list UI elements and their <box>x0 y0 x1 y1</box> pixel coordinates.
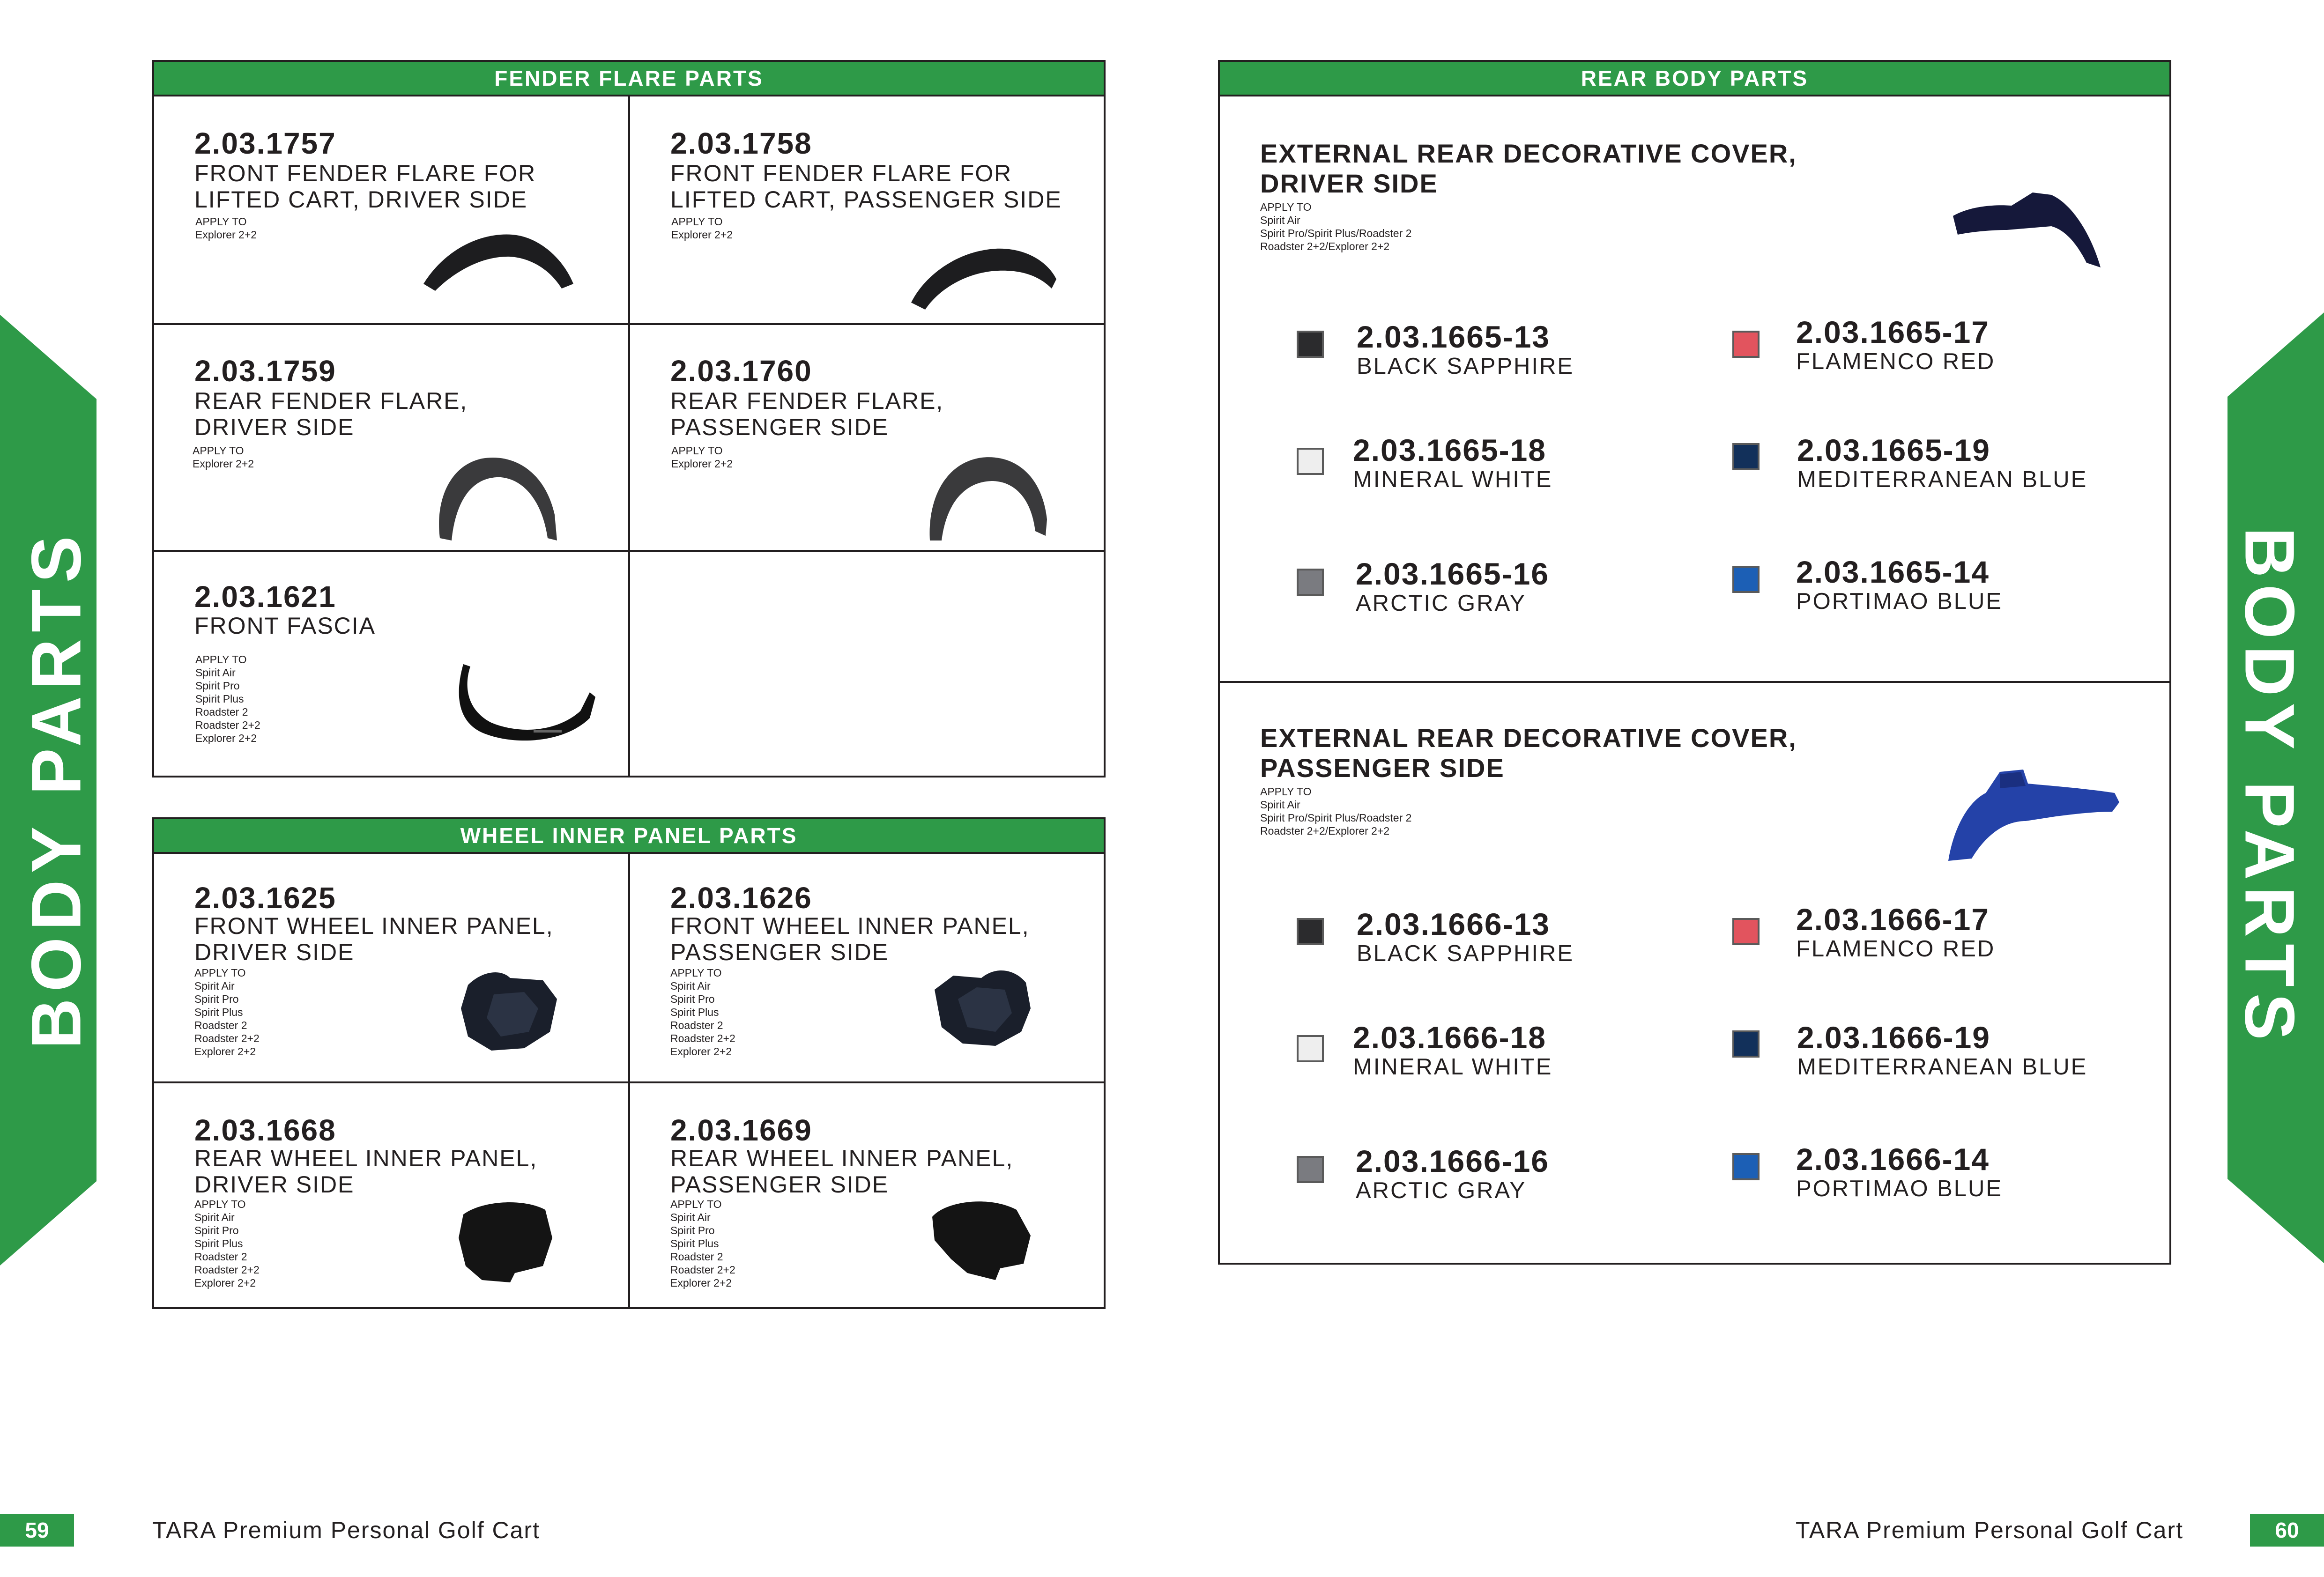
color-name: ARCTIC GRAY <box>1356 591 1527 616</box>
part-card-2.03.1669 <box>630 1083 1104 1309</box>
fender-flare-image <box>431 444 562 543</box>
apply-to-list: APPLY TO Spirit Air Spirit Pro Spirit Plus Roadster 2 Roadster 2+2 Explorer 2+2 <box>670 967 735 1058</box>
color-name: MINERAL WHITE <box>1353 1054 1553 1080</box>
side-label-right: BODY PARTS <box>2230 527 2309 1047</box>
color-swatch-flamenco-red <box>1732 331 1760 358</box>
color-name: FLAMENCO RED <box>1796 349 1996 374</box>
color-name: BLACK SAPPHIRE <box>1357 941 1574 966</box>
color-swatch-portimao-blue <box>1732 1153 1760 1180</box>
part-code: 2.03.1668 <box>194 1113 336 1147</box>
part-code: 2.03.1757 <box>194 126 336 160</box>
fender-flare-image <box>419 214 578 298</box>
part-card-2.03.1668 <box>154 1083 628 1309</box>
color-swatch-mineral-white <box>1297 448 1324 475</box>
color-code: 2.03.1665-16 <box>1356 556 1550 591</box>
apply-to-list: APPLY TO Spirit Air Spirit Pro Spirit Plus Roadster 2 Roadster 2+2 Explorer 2+2 <box>195 653 260 744</box>
footer-text-left: TARA Premium Personal Golf Cart <box>152 1517 540 1543</box>
color-name: FLAMENCO RED <box>1796 936 1996 962</box>
part-card-2.03.1760 <box>630 325 1104 550</box>
wheel-inner-panel <box>152 817 1106 1309</box>
color-code: 2.03.1666-16 <box>1356 1144 1550 1178</box>
part-title: FRONT FASCIA <box>194 613 376 639</box>
rear-cover-driver-section <box>1220 96 2169 681</box>
color-code: 2.03.1665-18 <box>1353 433 1547 467</box>
part-title: REAR FENDER FLARE, DRIVER SIDE <box>194 388 468 440</box>
color-name: PORTIMAO BLUE <box>1796 589 2003 614</box>
footer-text-right: TARA Premium Personal Golf Cart <box>1796 1517 2183 1543</box>
front-fascia-image <box>449 659 599 748</box>
wheel-inner-panel-image <box>449 966 566 1055</box>
color-swatch-black-sapphire <box>1297 918 1324 945</box>
part-title: FRONT WHEEL INNER PANEL, PASSENGER SIDE <box>670 913 1030 965</box>
part-card-2.03.1758 <box>630 96 1104 323</box>
rear-cover-image <box>1944 765 2122 863</box>
color-swatch-arctic-gray <box>1297 569 1324 596</box>
part-card-2.03.1621 <box>154 552 628 777</box>
wheel-inner-panel-image <box>925 962 1042 1051</box>
color-swatch-portimao-blue <box>1732 566 1760 593</box>
color-swatch-arctic-gray <box>1297 1156 1324 1183</box>
fender-flare-header: FENDER FLARE PARTS <box>154 62 1104 96</box>
part-title: FRONT FENDER FLARE FOR LIFTED CART, PASSENGER SIDE <box>670 160 1062 213</box>
color-name: PORTIMAO BLUE <box>1796 1176 2003 1201</box>
color-code: 2.03.1665-14 <box>1796 555 1990 589</box>
section-title: EXTERNAL REAR DECORATIVE COVER, DRIVER SIDE <box>1260 139 1797 198</box>
side-label-left: BODY PARTS <box>16 529 96 1049</box>
color-code: 2.03.1665-17 <box>1796 315 1990 349</box>
part-title: REAR WHEEL INNER PANEL, PASSENGER SIDE <box>670 1145 1014 1198</box>
fender-flare-image <box>906 228 1061 312</box>
color-code: 2.03.1665-13 <box>1357 319 1551 354</box>
apply-to-list: APPLY TO Spirit Air Spirit Pro Spirit Plus Roadster 2 Roadster 2+2 Explorer 2+2 <box>194 967 260 1058</box>
part-title: REAR FENDER FLARE, PASSENGER SIDE <box>670 388 944 440</box>
color-name: MEDITERRANEAN BLUE <box>1797 467 2088 492</box>
rear-body-panel <box>1218 60 2171 1265</box>
rear-body-header: REAR BODY PARTS <box>1220 62 2169 96</box>
page-number-left: 59 <box>0 1514 74 1547</box>
apply-to-list: APPLY TO Explorer 2+2 <box>195 215 257 241</box>
part-code: 2.03.1626 <box>670 881 812 915</box>
apply-to-list: APPLY TO Spirit Air Spirit Pro/Spirit Plus/Roadster 2 Roadster 2+2/Explorer 2+2 <box>1260 785 1412 837</box>
apply-to-list: APPLY TO Explorer 2+2 <box>671 444 733 470</box>
part-code: 2.03.1759 <box>194 354 336 388</box>
color-name: MINERAL WHITE <box>1353 467 1553 492</box>
color-name: MEDITERRANEAN BLUE <box>1797 1054 2088 1080</box>
color-code: 2.03.1666-17 <box>1796 902 1990 937</box>
part-code: 2.03.1621 <box>194 580 336 614</box>
wheel-inner-panel-image <box>925 1193 1038 1282</box>
apply-to-list: APPLY TO Spirit Air Spirit Pro/Spirit Plus/Roadster 2 Roadster 2+2/Explorer 2+2 <box>1260 201 1412 252</box>
apply-to-list: APPLY TO Spirit Air Spirit Pro Spirit Plus Roadster 2 Roadster 2+2 Explorer 2+2 <box>194 1198 260 1289</box>
apply-to-list: APPLY TO Explorer 2+2 <box>193 444 254 470</box>
fender-flare-panel <box>152 60 1106 777</box>
part-title: FRONT FENDER FLARE FOR LIFTED CART, DRIVER SIDE <box>194 160 536 213</box>
section-title: EXTERNAL REAR DECORATIVE COVER, PASSENGER SIDE <box>1260 723 1797 783</box>
part-code: 2.03.1669 <box>670 1113 812 1147</box>
part-card-2.03.1759 <box>154 325 628 550</box>
part-card-2.03.1757 <box>154 96 628 323</box>
part-code: 2.03.1758 <box>670 126 812 160</box>
color-name: ARCTIC GRAY <box>1356 1178 1527 1203</box>
apply-to-list: APPLY TO Spirit Air Spirit Pro Spirit Plus Roadster 2 Roadster 2+2 Explorer 2+2 <box>670 1198 735 1289</box>
color-name: BLACK SAPPHIRE <box>1357 354 1574 379</box>
part-code: 2.03.1625 <box>194 881 336 915</box>
wheel-inner-header: WHEEL INNER PANEL PARTS <box>154 819 1104 854</box>
part-card-2.03.1626 <box>630 854 1104 1081</box>
color-code: 2.03.1666-19 <box>1797 1020 1991 1055</box>
color-swatch-mediterranean-blue <box>1732 443 1760 470</box>
color-code: 2.03.1665-19 <box>1797 433 1991 467</box>
part-code: 2.03.1760 <box>670 354 812 388</box>
color-swatch-black-sapphire <box>1297 331 1324 358</box>
color-code: 2.03.1666-18 <box>1353 1020 1547 1055</box>
fender-flare-image <box>923 444 1054 543</box>
page-number-right: 60 <box>2250 1514 2324 1547</box>
part-title: REAR WHEEL INNER PANEL, DRIVER SIDE <box>194 1145 538 1198</box>
color-code: 2.03.1666-14 <box>1796 1142 1990 1177</box>
color-code: 2.03.1666-13 <box>1357 907 1551 941</box>
part-title: FRONT WHEEL INNER PANEL, DRIVER SIDE <box>194 913 554 965</box>
color-swatch-flamenco-red <box>1732 918 1760 945</box>
color-swatch-mineral-white <box>1297 1035 1324 1062</box>
apply-to-list: APPLY TO Explorer 2+2 <box>671 215 733 241</box>
color-swatch-mediterranean-blue <box>1732 1030 1760 1058</box>
wheel-inner-panel-image <box>454 1196 562 1285</box>
rear-cover-passenger-section <box>1220 683 2169 1265</box>
rear-cover-image <box>1951 183 2105 272</box>
part-card-2.03.1625 <box>154 854 628 1081</box>
